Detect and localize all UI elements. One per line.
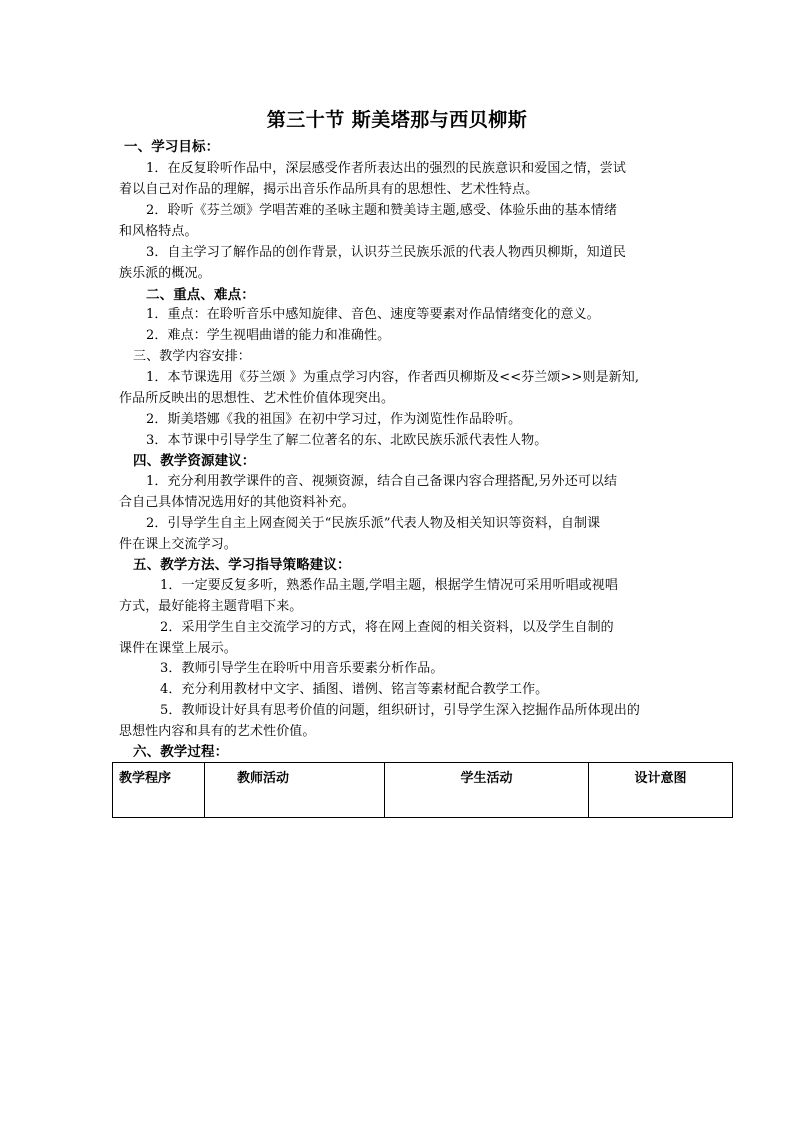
paragraph-line: 件在课上交流学习。 — [119, 537, 237, 552]
paragraph-line: 3．本节课中引导学生了解二位著名的东、北欧民族乐派代表性人物。 — [146, 433, 548, 448]
paragraph-line: 1．充分利用教学课件的音、视频资源，结合自己备课内容合理搭配,另外还可以结 — [146, 474, 618, 489]
paragraph-line: 作品所反映出的思想性、艺术性价值体现突出。 — [119, 391, 395, 406]
document-title: 第三十节 斯美塔那与西贝柳斯 — [266, 109, 528, 131]
table-header-cell: 设计意图 — [589, 763, 733, 818]
paragraph-line: 2．难点：学生视唱曲谱的能力和准确性。 — [146, 328, 391, 343]
paragraph-line: 1．在反复聆听作品中，深层感受作者所表达出的强烈的民族意识和爱国之情，尝试 — [146, 161, 626, 176]
paragraph-line: 4．充分利用教材中文字、插图、谱例、铭言等素材配合教学工作。 — [160, 682, 549, 697]
paragraph-line: 1．一定要反复多听，熟悉作品主题,学唱主题，根据学生情况可采用听唱或视唱 — [160, 578, 619, 593]
paragraph-line: 思想性内容和具有的艺术性价值。 — [119, 724, 316, 739]
paragraph-line: 2．聆听《芬兰颂》学唱苦难的圣咏主题和赞美诗主题,感受、体验乐曲的基本情绪 — [146, 203, 618, 218]
section-heading-methods: 五、教学方法、学习指导策略建议： — [133, 557, 351, 573]
table-header-cell: 教师活动 — [205, 763, 385, 818]
paragraph-line: 课件在课堂上展示。 — [119, 641, 237, 656]
paragraph-line: 合自己具体情况选用好的其他资料补充。 — [119, 495, 355, 510]
section-heading-key-points: 二、重点、难点： — [146, 287, 255, 303]
section-heading-content: 三、教学内容安排： — [133, 349, 251, 364]
paragraph-line: 2．采用学生自主交流学习的方式，将在网上查阅的相关资料，以及学生自制的 — [160, 620, 614, 635]
teaching-process-table — [112, 762, 733, 818]
paragraph-line: 2．斯美塔娜《我的祖国》在初中学习过，作为浏览性作品聆听。 — [146, 412, 522, 427]
table-header-cell: 教学程序 — [113, 763, 205, 818]
paragraph-line: 1．本节课选用《芬兰颂 》为重点学习内容，作者西贝柳斯及<<芬兰颂>>则是新知, — [146, 370, 640, 385]
section-heading-objectives: 一、学习目标： — [124, 139, 220, 155]
paragraph-line: 3．教师引导学生在聆听中用音乐要素分析作品。 — [160, 661, 444, 676]
section-heading-resources: 四、教学资源建议： — [133, 453, 256, 469]
paragraph-line: 和风格特点。 — [119, 224, 198, 239]
table-header-cell: 学生活动 — [385, 763, 589, 818]
paragraph-line: 2．引导学生自主上网查阅关于“民族乐派”代表人物及相关知识等资料，自制课 — [146, 516, 601, 531]
paragraph-line: 1．重点：在聆听音乐中感知旋律、音色、速度等要素对作品情绪变化的意义。 — [146, 307, 600, 322]
paragraph-line: 方式，最好能将主题背唱下来。 — [119, 599, 303, 614]
paragraph-line: 3．自主学习了解作品的创作背景，认识芬兰民族乐派的代表人物西贝柳斯，知道民 — [146, 245, 626, 260]
table-header-row — [113, 763, 733, 818]
paragraph-line: 族乐派的概况。 — [119, 266, 211, 281]
paragraph-line: 着以自己对作品的理解，揭示出音乐作品所具有的思想性、艺术性特点。 — [119, 182, 539, 197]
paragraph-line: 5．教师设计好具有思考价值的问题，组织研讨，引导学生深入挖掘作品所体现出的 — [160, 703, 640, 718]
section-heading-process: 六、教学过程： — [133, 744, 229, 760]
